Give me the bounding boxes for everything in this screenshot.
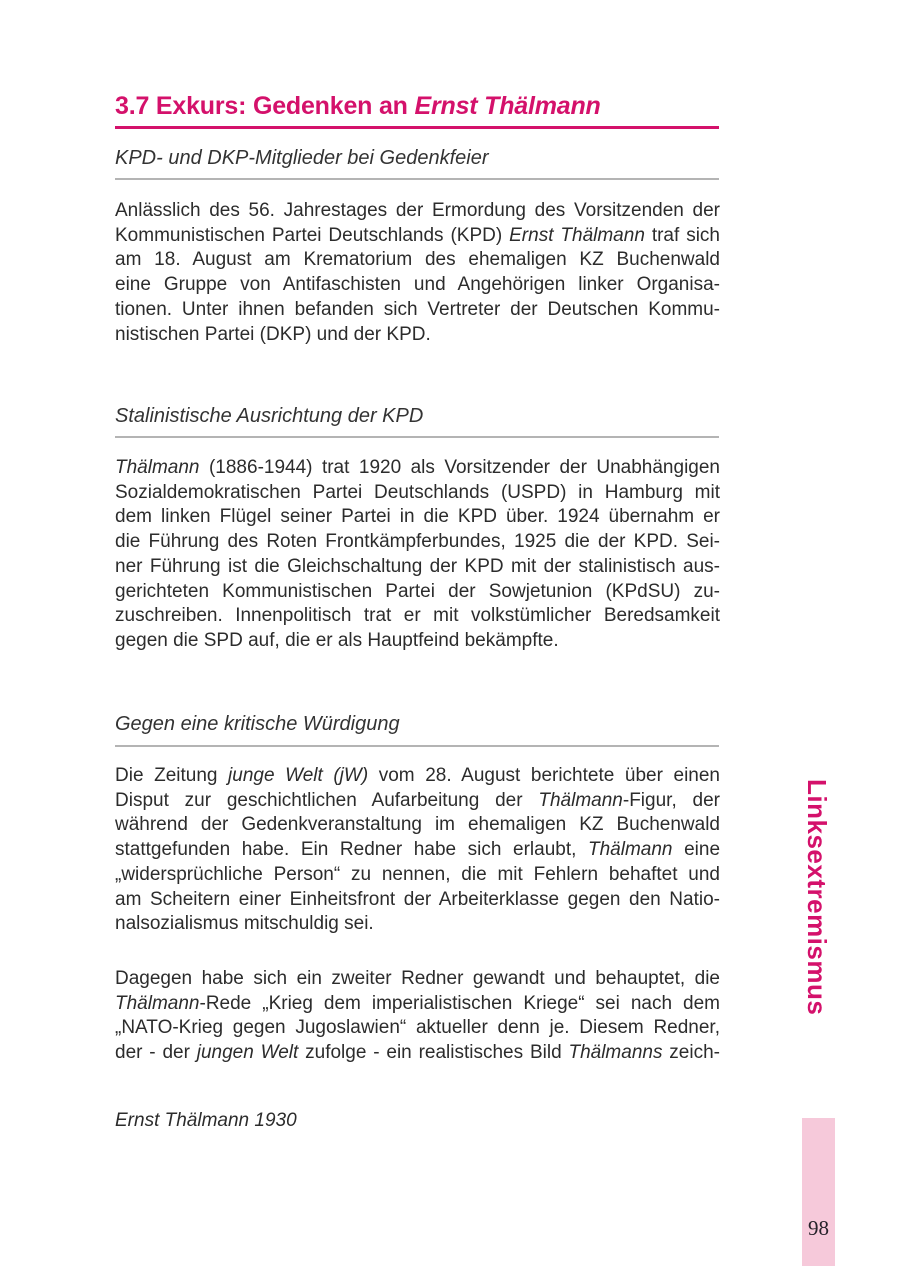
text-line: während der Gedenkveranstaltung im ehemaligen KZ Buchenwald	[115, 814, 720, 836]
text-line: Sozialdemokratischen Partei Deutschlands (USPD) in Hamburg mit	[115, 481, 720, 503]
section-subheading-3: Gegen eine kritische Würdigung	[115, 713, 400, 735]
body-paragraph-2	[115, 456, 720, 654]
page-title-main: 3.7 Exkurs: Gedenken an	[115, 92, 415, 120]
text-line: nalsozialismus mitschuldig sei.	[115, 913, 374, 935]
subheading-rule-2	[115, 436, 719, 438]
text-line: Thälmann-Rede „Krieg dem imperialistischen Kriege“ sei nach dem	[115, 992, 720, 1014]
body-paragraph-1	[115, 199, 720, 347]
text-line: Disput zur geschichtlichen Aufarbeitung der Thälmann-Figur, der	[115, 789, 720, 811]
text-line: „widersprüchliche Person“ zu nennen, die mit Fehlern behaftet und	[115, 863, 720, 885]
body-paragraph-3	[115, 764, 720, 937]
text-line: gegen die SPD auf, die er als Hauptfeind bekämpfte.	[115, 629, 559, 651]
text-line: nistischen Partei (DKP) und der KPD.	[115, 323, 431, 345]
text-line: ner Führung ist die Gleichschaltung der KPD mit der stalinistisch aus-	[115, 555, 720, 577]
text-line: Thälmann (1886-1944) trat 1920 als Vorsitzender der Unabhängigen	[115, 457, 720, 478]
text-line: Anlässlich des 56. Jahrestages der Ermordung des Vorsitzenden der	[115, 200, 720, 221]
text-line: am 18. August am Krematorium des ehemaligen KZ Buchenwald	[115, 249, 720, 271]
section-subheading-2: Stalinistische Ausrichtung der KPD	[115, 405, 424, 427]
page-title	[115, 92, 601, 121]
text-line: tionen. Unter ihnen befanden sich Vertreter der Deutschen Kommu-	[115, 298, 720, 320]
margin-tab-label: Linksextremismus	[802, 779, 832, 1016]
text-line: gerichteten Kommunistischen Partei der Sowjetunion (KPdSU) zu-	[115, 580, 720, 602]
text-line: dem linken Flügel seiner Partei in die KPD über. 1924 übernahm er	[115, 506, 720, 528]
subheading-rule-3	[115, 745, 719, 747]
text-line: Die Zeitung junge Welt (jW) vom 28. August berichtete über einen	[115, 765, 720, 786]
page-number: 98	[808, 1216, 829, 1240]
text-line: stattgefunden habe. Ein Redner habe sich erlaubt, Thälmann eine	[115, 839, 721, 861]
text-line: am Scheitern einer Einheitsfront der Arbeiterklasse gegen den Natio-	[115, 888, 720, 910]
title-accent-rule	[115, 126, 719, 129]
text-line: die Führung des Roten Frontkämpferbundes, 1925 die der KPD. Sei-	[115, 531, 720, 553]
text-line: Dagegen habe sich ein zweiter Redner gewandt und behauptet, die	[115, 968, 720, 989]
page-title-emphasis: Ernst Thälmann	[414, 92, 601, 120]
subheading-rule-1	[115, 178, 719, 180]
page-number-block	[802, 1118, 835, 1266]
text-line: eine Gruppe von Antifaschisten und Angehörigen linker Organisa-	[115, 274, 720, 296]
text-line: Kommunistischen Partei Deutschlands (KPD) Ernst Thälmann traf sich	[115, 224, 720, 246]
body-paragraph-4	[115, 967, 720, 1066]
text-line: zuschreiben. Innenpolitisch trat er mit volkstümlicher Beredsamkeit	[115, 605, 720, 627]
text-line: „NATO-Krieg gegen Jugoslawien“ aktueller denn je. Diesem Redner,	[115, 1017, 720, 1039]
section-subheading-1: KPD- und DKP-Mitglieder bei Gedenkfeier	[115, 147, 489, 169]
photo-caption: Ernst Thälmann 1930	[115, 1110, 297, 1131]
text-line: der - der jungen Welt zufolge - ein realistisches Bild Thälmanns zeich-	[115, 1042, 720, 1064]
